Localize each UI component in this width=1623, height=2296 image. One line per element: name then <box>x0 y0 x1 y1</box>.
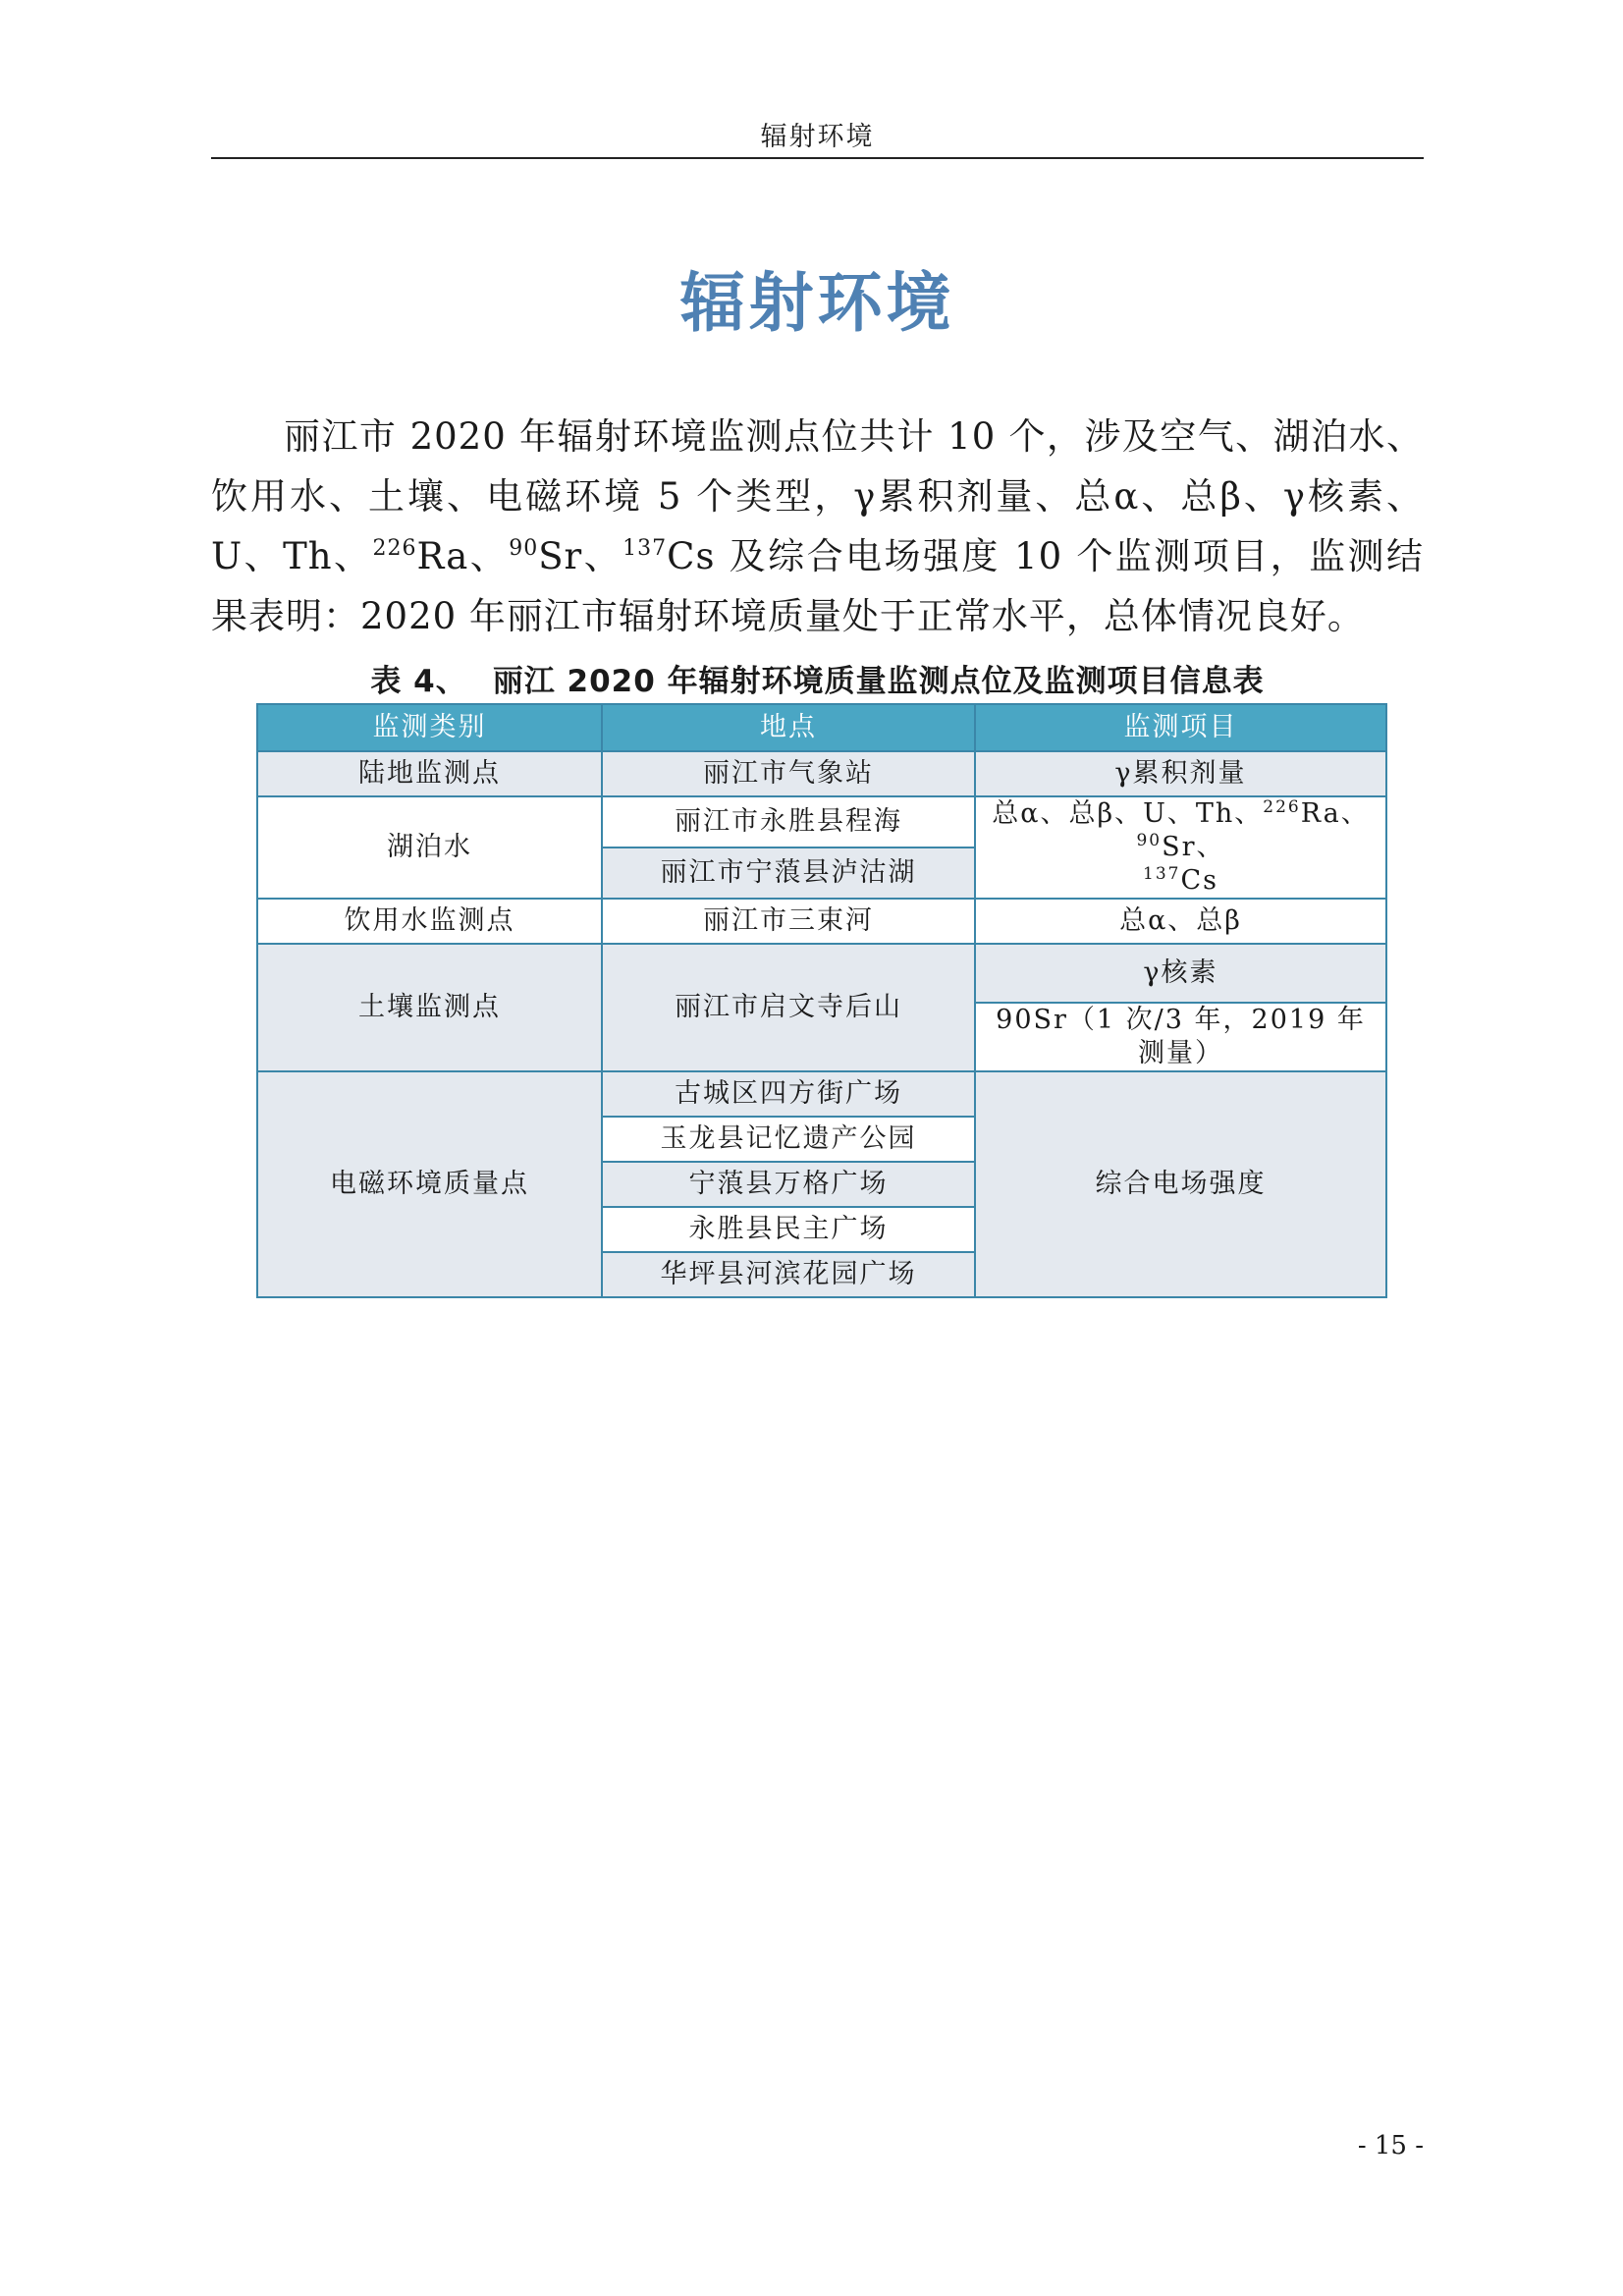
cell-place: 玉龙县记忆遗产公园 <box>602 1117 975 1162</box>
table-row <box>257 944 1386 1003</box>
cell-place: 丽江市宁蒗县泸沽湖 <box>602 847 975 899</box>
cell-place: 丽江市永胜县程海 <box>602 796 975 847</box>
cell-items: 综合电场强度 <box>975 1071 1386 1297</box>
ra-text: Ra、 <box>1300 798 1370 829</box>
table-row <box>257 1071 1386 1117</box>
ra-superscript: 226 <box>1263 797 1301 817</box>
cell-items <box>975 796 1386 899</box>
running-header: 辐射环境 <box>760 122 875 152</box>
sr-text: Sr、 <box>538 535 623 577</box>
cell-category: 湖泊水 <box>257 796 602 899</box>
table-caption-number: 表 4、 <box>370 664 467 699</box>
cell-place: 丽江市三束河 <box>602 899 975 944</box>
cs-superscript: 137 <box>1143 864 1181 884</box>
table-row <box>257 751 1386 796</box>
table-header-row <box>257 704 1386 751</box>
ra-text: Ra、 <box>416 535 510 577</box>
sr-superscript: 90 <box>509 536 539 561</box>
header-rule <box>211 157 1424 159</box>
page-title: 辐射环境 <box>679 265 955 341</box>
cell-category: 陆地监测点 <box>257 751 602 796</box>
header-items: 监测项目 <box>975 704 1386 751</box>
table-caption <box>211 656 1424 700</box>
table-caption-text: 丽江 2020 年辐射环境质量监测点位及监测项目信息表 <box>492 664 1265 699</box>
cell-items: γ核素 <box>975 944 1386 1003</box>
header-place: 地点 <box>602 704 975 751</box>
ra-superscript: 226 <box>372 536 417 561</box>
cell-items: 90Sr（1 次/3 年，2019 年测量） <box>975 1003 1386 1071</box>
cell-place: 永胜县民主广场 <box>602 1207 975 1252</box>
body-text-part1: 丽江市 2020 年辐射环境监测点位共计 10 个，涉及空气、湖泊水、饮用水、土壤、电磁环境 5 个类型，γ累积剂量、总α、总β、γ核素、U、Th、 <box>211 415 1424 577</box>
body-text-part2: Cs 及综合电场强度 10 个监测项目，监测结果表明：2020 年丽江市辐射环境质量处于正常水平，总体情况良好。 <box>211 535 1424 637</box>
cell-place: 宁蒗县万格广场 <box>602 1162 975 1207</box>
table-row <box>257 796 1386 847</box>
sr-text: Sr、 <box>1162 832 1225 862</box>
cell-place: 古城区四方街广场 <box>602 1071 975 1117</box>
cell-category: 电磁环境质量点 <box>257 1071 602 1297</box>
sr-superscript: 90 <box>1136 831 1163 850</box>
cell-place: 华坪县河滨花园广场 <box>602 1252 975 1297</box>
cell-items: 总α、总β <box>975 899 1386 944</box>
table-row <box>257 899 1386 944</box>
items-text: 总α、总β、U、Th、 <box>992 798 1264 829</box>
cell-category: 土壤监测点 <box>257 944 602 1071</box>
body-paragraph <box>211 407 1424 646</box>
cell-place: 丽江市启文寺后山 <box>602 944 975 1071</box>
cs-superscript: 137 <box>622 536 668 561</box>
cell-place: 丽江市气象站 <box>602 751 975 796</box>
header-category: 监测类别 <box>257 704 602 751</box>
cs-text: Cs <box>1180 865 1218 896</box>
monitoring-info-table <box>256 703 1387 1298</box>
page-number: - 15 - <box>1357 2131 1424 2160</box>
cell-category: 饮用水监测点 <box>257 899 602 944</box>
cell-items: γ累积剂量 <box>975 751 1386 796</box>
